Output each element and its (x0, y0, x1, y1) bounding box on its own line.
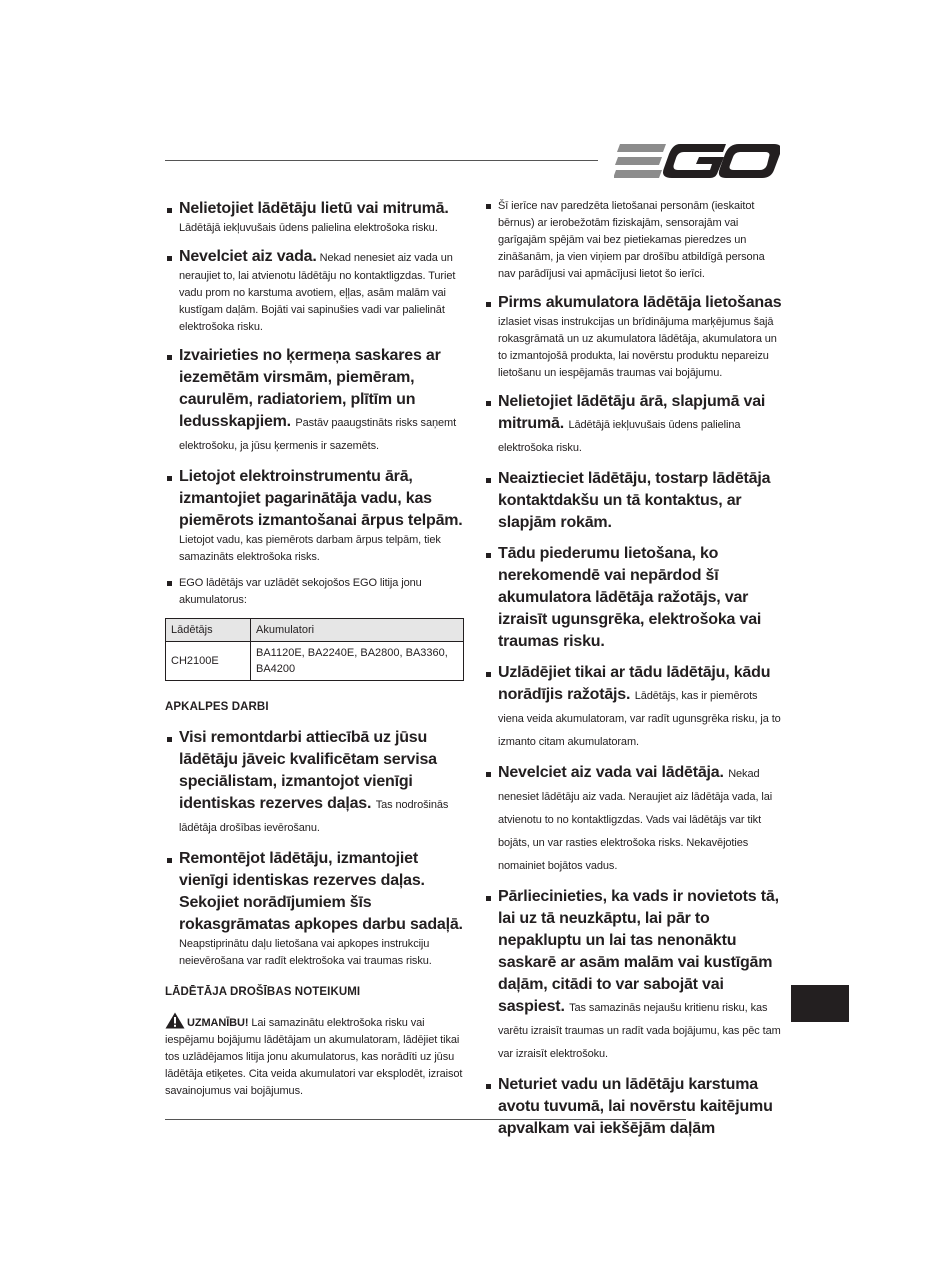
item-heading: Remontējot lādētāju, izmantojiet vienīgi identiskas rezerves daļas. Sekojiet norādījumiem šīs rokasgrāmatas apkopes darbu sadaļā. (179, 850, 463, 933)
item-heading: Nelietojiet lādētāju lietū vai mitrumā. (179, 200, 449, 217)
bullet-icon (486, 1084, 491, 1089)
item-heading: Nelietojiet lādētāju ārā, slapjumā vai mitrumā. (498, 393, 766, 432)
list-item (484, 468, 784, 534)
item-body: Lādētājs, kas ir piemērots viena veida akumulatoram, var radīt ugunsgrēka risku, ja to izmanto citam akumulatoram. (498, 690, 781, 748)
list-item (484, 886, 784, 1065)
bullet-icon (486, 302, 491, 307)
item-heading: Nevelciet aiz vada vai lādētāja. (498, 764, 724, 781)
bullet-icon (486, 672, 491, 677)
item-heading: Nevelciet aiz vada. (179, 248, 317, 265)
list-item (484, 1074, 784, 1140)
list-item (484, 762, 784, 877)
list-item (484, 391, 784, 459)
item-body: Pastāv paaugstināts risks saņemt elektrošoku, ja jūsu ķermenis ir sazemēts. (179, 417, 457, 452)
warning-text: Lai samazinātu elektrošoka risku vai iespējamu bojājumu lādētājam un akumulatoram, lādējiet tikai tos uzlādējamos litija jonu akumulatorus, kas norādīti uz jūsu lādētāja etiķetes. Cita veida akumulatori var eksplodēt, izraisot savainojumus vai bojājumus. (165, 1017, 463, 1097)
item-body: Lietojot vadu, kas piemērots darbam ārpus telpām, tiek samazināts elektrošoka risks. (179, 534, 441, 563)
item-body: Lādētājā iekļuvušais ūdens palielina elektrošoka risku. (179, 222, 438, 234)
bullet-icon (167, 737, 172, 742)
warning-label: UZMANĪBU! (187, 1017, 249, 1029)
list-item (165, 246, 465, 336)
bullet-icon (486, 204, 491, 209)
bullet-icon (167, 355, 172, 360)
bullet-icon (167, 581, 172, 586)
section-title-service: APKALPES DARBI (165, 701, 269, 713)
item-body: Tas nodrošinās lādētāja drošības ievērošanu. (179, 799, 449, 834)
bullet-icon (486, 478, 491, 483)
list-item (484, 662, 784, 753)
table-cell: CH2100E (166, 642, 251, 681)
item-heading: Neturiet vadu un lādētāju karstuma avotu tuvumā, lai novērstu kaitējumu apvalkam vai iekšējām daļām (498, 1076, 773, 1137)
bullet-icon (167, 476, 172, 481)
bullet-icon (486, 772, 491, 777)
bullet-icon (167, 256, 172, 261)
item-body: Tas samazinās nejaušu kritienu risku, kas varētu izraisīt traumas un radīt vada bojājumu, kas pēc tam var izraisīt elektrošoku. (498, 1002, 781, 1060)
list-item (484, 198, 784, 283)
page-tab (791, 985, 849, 1022)
item-heading: Pārliecinieties, ka vads ir novietots tā, lai uz tā neuzkāptu, lai pār to nepakluptu un lai tas nenonāktu saskarē ar asām malām vai kustīgām daļām, citādi to var sabojāt vai saspiest. (498, 888, 779, 1015)
list-item (484, 292, 784, 382)
bullet-icon (486, 401, 491, 406)
left-column (165, 198, 465, 1100)
item-heading: Izvairieties no ķermeņa saskares ar iezemētām virsmām, piemēram, caurulēm, radiatoriem, plītīm un ledusskapjiem. (179, 347, 441, 430)
item-body: Lādētājā iekļuvušais ūdens palielina elektrošoka risku. (498, 419, 741, 454)
item-heading: Pirms akumulatora lādētāja lietošanas (498, 294, 782, 311)
item-heading: Visi remontdarbi attiecībā uz jūsu lādētāju jāveic kvalificētam servisa speciālistam, izmantojot vienīgi identiskas rezerves daļas. (179, 729, 437, 812)
list-item (165, 575, 465, 609)
charger-table (165, 618, 464, 681)
charger-note: EGO lādētājs var uzlādēt sekojošos EGO litija jonu akumulatorus: (179, 577, 422, 606)
footer-rule (165, 1119, 686, 1120)
intro-text: Šī ierīce nav paredzēta lietošanai personām (ieskaitot bērnus) ar ierobežotām fiziskajām, sensorajām vai garīgajām spējām vai bez pietiekamas pieredzes un zināšanām, ja vien viņiem par drošību atbildīgā persona nav parādījusi vai apmācījusi lietot šo ierīci. (498, 200, 765, 280)
item-body: Nekad nenesiet lādētāju aiz vada. Neraujiet aiz lādētāja vada, lai atvienotu to no kontaktligzdas. Vads vai lādētājs var tikt bojāts, un var rasties elektrošoka risks. Nekavējoties nomainiet bojātos vadus. (498, 768, 773, 872)
table-header-row (166, 619, 464, 642)
bullet-icon (486, 553, 491, 558)
bullet-icon (486, 896, 491, 901)
list-item (165, 466, 465, 566)
ego-logo (614, 142, 780, 180)
item-heading: Neaiztieciet lādētāju, tostarp lādētāja kontaktdakšu un tā kontaktus, ar slapjām rokām. (498, 470, 771, 531)
list-item (165, 848, 465, 970)
section-title-safety: LĀDĒTĀJA DROŠĪBAS NOTEIKUMI (165, 986, 361, 998)
list-item (484, 543, 784, 653)
header-rule (165, 160, 598, 161)
item-heading: Lietojot elektroinstrumentu ārā, izmantojiet pagarinātāja vadu, kas piemērots izmantošanai ārpus telpām. (179, 468, 463, 529)
warning-icon (165, 1012, 185, 1029)
right-column (484, 198, 784, 1149)
table-row (166, 642, 464, 681)
list-item (165, 345, 465, 457)
table-header: Akumulatori (251, 619, 464, 642)
bullet-icon (167, 858, 172, 863)
bullet-icon (167, 208, 172, 213)
item-heading: Tādu piederumu lietošana, ko nerekomendē vai nepārdod šī akumulatora lādētāja ražotājs, var izraisīt ugunsgrēka, elektrošoka vai traumas risku. (498, 545, 762, 650)
item-heading: Uzlādējiet tikai ar tādu lādētāju, kādu norādījis ražotājs. (498, 664, 771, 703)
table-cell: BA1120E, BA2240E, BA2800, BA3360, BA4200 (251, 642, 464, 681)
item-body: izlasiet visas instrukcijas un brīdinājuma marķējumus šajā rokasgrāmatā un uz akumulatora lādētāja, akumulatora un to izmantojošā produkta, lai novērstu produktu nepareizu lietošanu un iespējamās traumas vai bojājumu. (498, 316, 777, 379)
list-item (165, 727, 465, 839)
list-item (165, 198, 465, 237)
item-body: Nekad nenesiet aiz vada un neraujiet to, lai atvienotu lādētāju no kontaktligzdas. Turiet vadu prom no karstuma avotiem, eļļas, asām malām vai kustīgam daļām. Bojāti vai sapinušies vadi var palielināt elektrošoka risku. (179, 252, 456, 333)
table-header: Lādētājs (166, 619, 251, 642)
warning-block (165, 1012, 465, 1100)
item-body: Neapstiprinātu daļu lietošana vai apkopes instrukciju neievērošana var radīt elektrošoka vai traumas risku. (179, 938, 432, 967)
